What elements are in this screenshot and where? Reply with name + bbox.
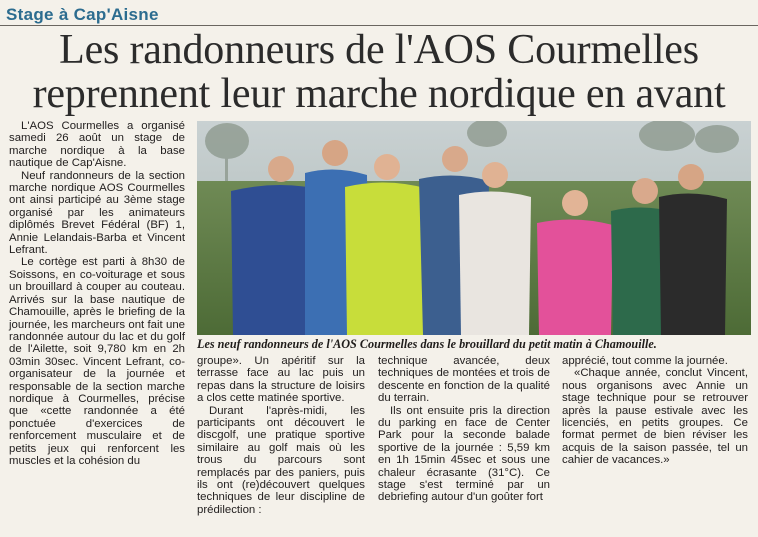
- group-photo: [197, 121, 751, 335]
- article-column-1: [9, 120, 185, 467]
- col1-paragraph-1: L'AOS Courmelles a organisé samedi 26 août un stage de marche nordique à la base nautique de Cap'Aisne.: [9, 120, 185, 170]
- article-column-3: [378, 355, 550, 504]
- col1-paragraph-2: Neuf randonneurs de la section marche nordique AOS Courmelles ont ainsi participé au 3ème stage organisé par les animateurs diplômés Brevet Fédéral (BF) 1, Annie Lelandais-Barba et Vincent Lefrant.: [9, 169, 185, 257]
- headline-line-2: reprennent leur marche nordique en avant: [32, 71, 726, 117]
- kicker-divider: [0, 25, 758, 26]
- section-kicker: Stage à Cap'Aisne: [6, 5, 159, 24]
- col3-paragraph-2: Ils ont ensuite pris la direction du parking en face de Center Park pour la seconde balade sportive de la journée : 5,59 km en 1h 15min 45sec et sous une chaleur écrasante (31°C). Ce stage s'est terminé par un debriefing autour d'un goûter fort: [378, 404, 550, 504]
- photo-caption: Les neuf randonneurs de l'AOS Courmelles dans le brouillard du petit matin à Chamouille.: [197, 337, 657, 351]
- col2-paragraph-2: Durant l'après-midi, les participants ont découvert le discgolf, une pratique sportive similaire au golf mais où les trous du parcours sont remplacés par des paniers, puis ils ont (re)découvert quelques techniques de leur discipline de prédilection :: [197, 404, 365, 516]
- article-column-4: [562, 355, 748, 467]
- col4-paragraph-2: «Chaque année, conclut Vincent, nous organisons avec Annie un stage technique pour se retrouver après la pause estivale avec les licenciés, en petits groupes. Ce format permet de bien réviser les acquis de la saison passée, tel un cahier de vacances.»: [562, 367, 748, 467]
- col1-paragraph-3: Le cortège est parti à 8h30 de Soissons, en co-voiturage et sous un brouillard à couper au couteau. Arrivés sur la base nautique de Chamouille, après le briefing de la journée, les marcheurs ont fait une randonnée autour du lac et du golf de l'Ailette, soit 9,780 km en 2h 03min 30sec. Vincent Lefrant, co-organisateur de la journée et responsable de la section marche nordique à Courmelles, précise que «cette randonnée a été ponctuée d'exercices de renforcement musculaire et de petits jeux qui renforcent les muscles et la cohésion du: [9, 256, 185, 467]
- col4-paragraph-1: apprécié, tout comme la journée.: [562, 355, 728, 367]
- col3-paragraph-1: technique avancée, deux techniques de montées et trois de descente en fonction de la qualité du terrain.: [378, 355, 550, 405]
- col2-paragraph-1: groupe». Un apéritif sur la terrasse face au lac puis un repas dans la structure de loisirs a clos cette matinée sportive.: [197, 355, 365, 405]
- article-column-2: [197, 355, 365, 516]
- headline-line-1: Les randonneurs de l'AOS Courmelles: [59, 27, 699, 73]
